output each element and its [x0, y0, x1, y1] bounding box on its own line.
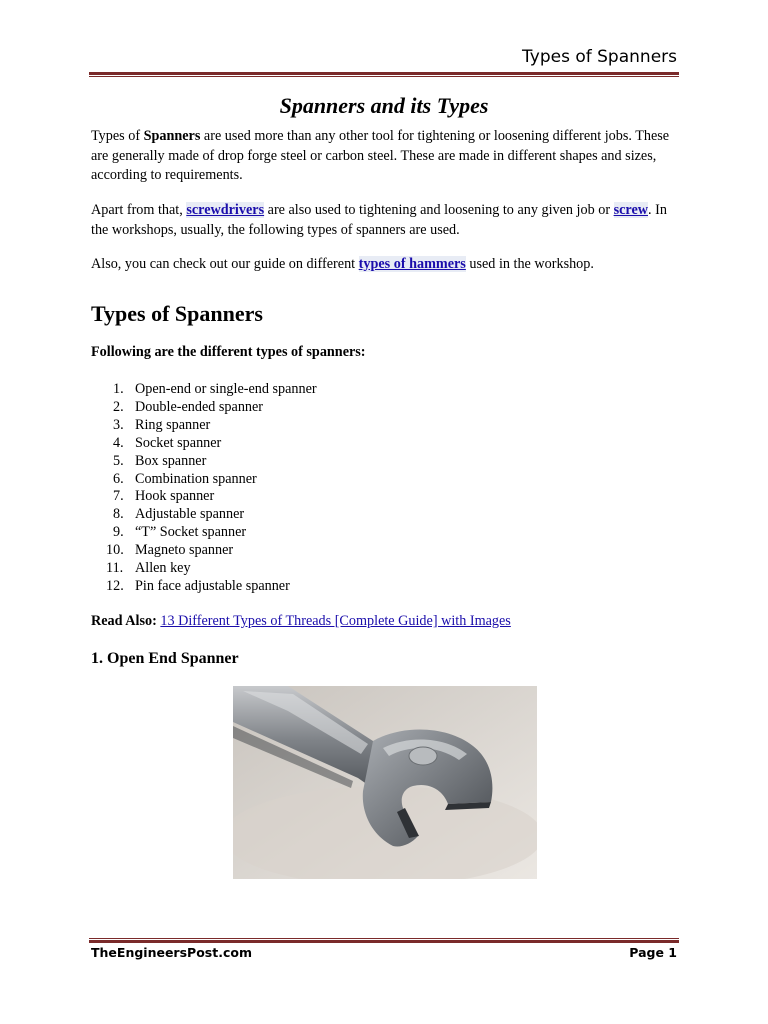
types-of-hammers-link[interactable]: types of hammers — [358, 256, 466, 272]
page-title: Spanners and its Types — [279, 93, 489, 118]
open-end-spanner-heading: 1. Open End Spanner — [91, 650, 239, 667]
list-item: 2. Double-ended spanner — [113, 398, 264, 415]
intro-paragraph-1: Types of Spanners are used more than any other tool for tightening or loosening different jobs. These are generally made of drop forge steel or carbon steel. These are made in different shapes and sizes, according to requirements. — [91, 128, 670, 183]
read-also-line — [91, 613, 511, 630]
intro-paragraph-3: Also, you can check out our guide on different types of hammers used in the workshop. — [91, 256, 594, 272]
footer-site-name: TheEngineersPost.com — [91, 945, 252, 960]
screwdrivers-link[interactable]: screwdrivers — [186, 202, 265, 218]
list-item: 7. Hook spanner — [113, 488, 215, 505]
list-intro: Following are the different types of spanners: — [91, 344, 366, 360]
list-item: 1. Open-end or single-end spanner — [113, 381, 317, 397]
list-item: 4. Socket spanner — [113, 434, 222, 451]
list-item: 3. Ring spanner — [113, 416, 211, 433]
header-rule — [89, 72, 679, 78]
list-item: 11. Allen key — [106, 560, 191, 577]
spanner-types-list — [91, 381, 317, 596]
open-end-spanner-photo — [233, 686, 537, 879]
list-item: 9. “T” Socket spanner — [113, 524, 247, 541]
read-also-label: Read Also: — [91, 613, 157, 629]
section-heading: Types of Spanners — [91, 301, 263, 326]
running-header-title: Types of Spanners — [522, 47, 677, 67]
list-item: 6. Combination spanner — [113, 470, 257, 487]
threads-guide-link[interactable]: 13 Different Types of Threads [Complete Guide] with Images — [160, 613, 511, 629]
footer-rule — [89, 937, 679, 943]
list-item: 10. Magneto spanner — [106, 542, 234, 559]
intro-paragraph-2: Apart from that, screwdrivers are also used to tightening and loosening to any given job or screw. In the workshops, usually, the following types of spanners are used. — [91, 202, 667, 238]
list-item: 5. Box spanner — [113, 452, 207, 469]
list-item: 12. Pin face adjustable spanner — [106, 577, 290, 594]
list-item: 8. Adjustable spanner — [113, 506, 245, 523]
screw-link[interactable]: screw — [613, 202, 648, 218]
spanners-bold-term: Spanners — [143, 128, 201, 144]
footer-page-number: Page 1 — [629, 945, 677, 960]
